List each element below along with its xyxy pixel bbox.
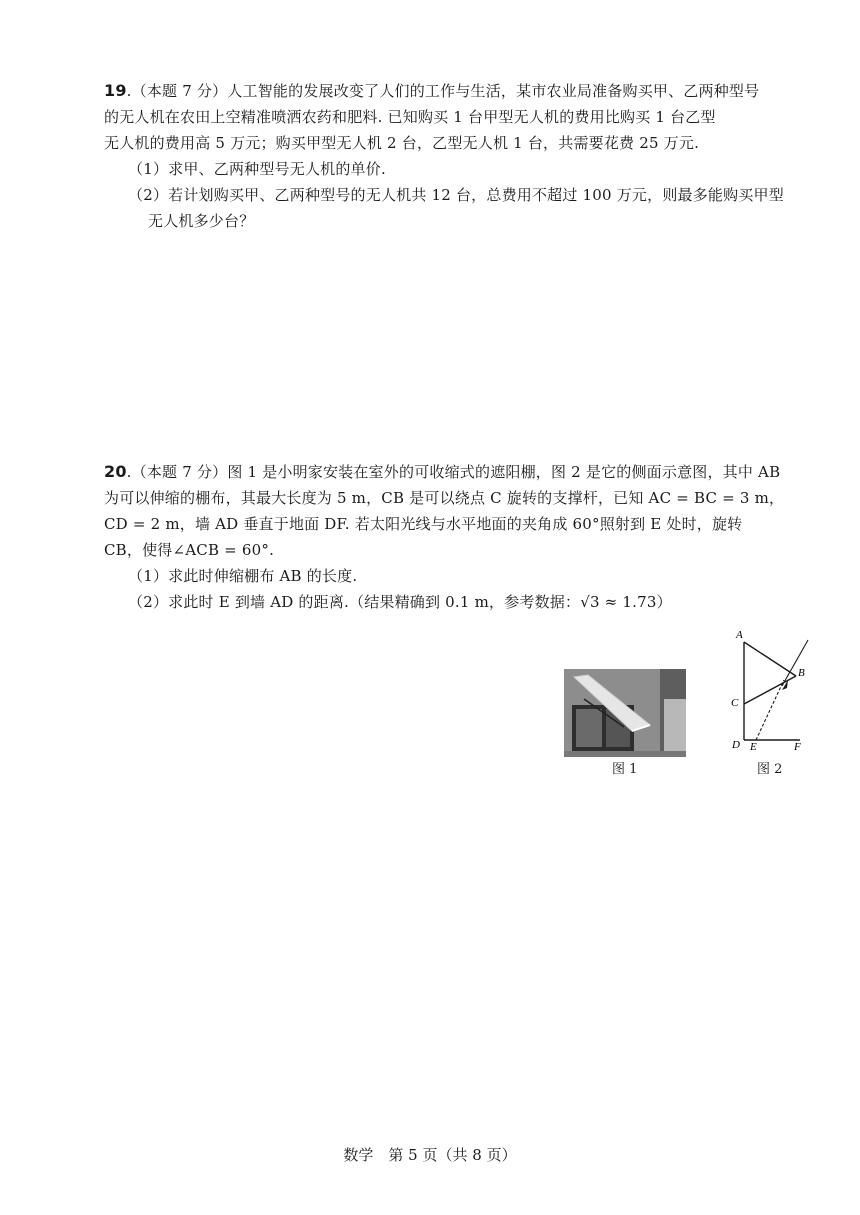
problem-19-text-1: .（本题 7 分）人工智能的发展改变了人们的工作与生活，某市农业局准备购买甲、乙两种型号 — [126, 82, 760, 100]
label-d: D — [732, 739, 740, 751]
problem-20-question-2: （2）求此时 E 到墙 AD 的距离.（结果精确到 0.1 m，参考数据：√3 ≈ 1.73） — [128, 593, 672, 611]
problem-19-question-1: （1）求甲、乙两种型号无人机的单价. — [128, 160, 386, 178]
canopy-ab — [744, 642, 796, 676]
sunray-line — [782, 640, 808, 686]
problem-19 — [104, 78, 810, 234]
label-c: C — [731, 697, 739, 709]
problem-20-number: 20 — [104, 462, 127, 481]
problem-19-number: 19 — [104, 81, 127, 100]
problem-20-line-2: 为可以伸缩的棚布，其最大长度为 5 m，CB 是可以绕点 C 旋转的支撑杆，已知 AC = BC = 3 m， — [104, 489, 785, 507]
problem-20-question-1: （1）求此时伸缩棚布 AB 的长度. — [128, 567, 358, 585]
label-b: B — [798, 667, 805, 679]
problem-20 — [104, 459, 810, 615]
label-e: E — [750, 741, 757, 753]
problem-20-line-1 — [104, 459, 810, 485]
label-a: A — [736, 629, 743, 641]
problem-19-line-3: 无人机的费用高 5 万元；购买甲型无人机 2 台，乙型无人机 1 台，共需要花费 25 万元. — [104, 134, 700, 152]
problem-19-line-1 — [104, 78, 810, 104]
problem-20-line-4: CB，使得∠ACB = 60°. — [104, 541, 275, 559]
page-footer: 数学 第 5 页（共 8 页） — [343, 1146, 517, 1164]
figure-1-caption: 图 1 — [612, 762, 638, 777]
side-diagram — [728, 622, 820, 754]
figure-2-caption: 图 2 — [757, 762, 783, 777]
problem-19-question-2: （2）若计划购买甲、乙两种型号的无人机共 12 台，总费用不超过 100 万元，则最多能购买甲型 — [128, 186, 784, 204]
sunray-dashed — [756, 680, 784, 740]
problem-20-text-1: .（本题 7 分）图 1 是小明家安装在室外的可收缩式的遮阳棚，图 2 是它的侧面示意图，其中 AB — [126, 463, 781, 481]
awning-photo-drawing — [564, 669, 686, 757]
awning-photo — [564, 669, 686, 757]
problem-19-question-2-cont: 无人机多少台？ — [148, 212, 255, 230]
problem-20-line-3: CD = 2 m，墙 AD 垂直于地面 DF. 若太阳光线与水平地面的夹角成 60°照射到 E 处时，旋转 — [104, 515, 743, 533]
pole-cb — [744, 676, 796, 704]
label-f: F — [794, 741, 801, 753]
problem-19-line-2: 的无人机在农田上空精准喷洒农药和肥料. 已知购买 1 台甲型无人机的费用比购买 1 台乙型 — [104, 108, 716, 126]
